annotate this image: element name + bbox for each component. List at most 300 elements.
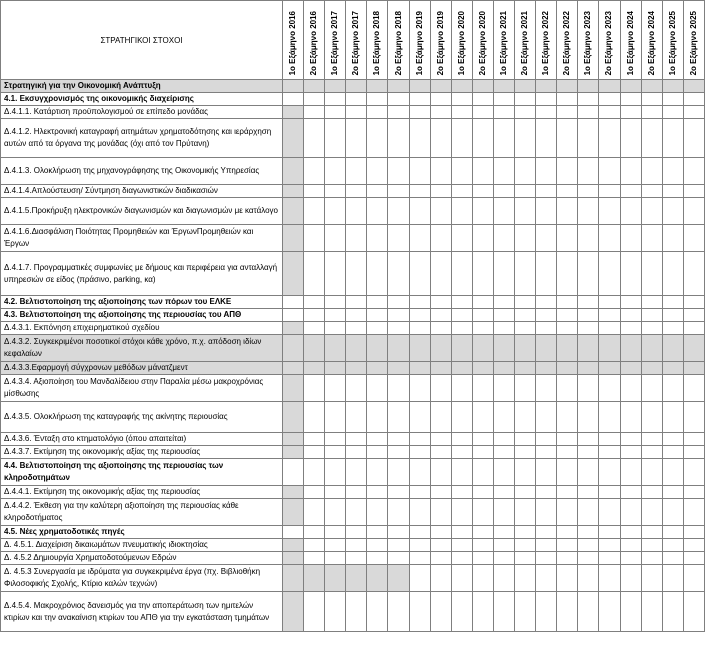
schedule-cell [683, 252, 704, 296]
schedule-cell [325, 93, 346, 106]
schedule-cell [683, 433, 704, 446]
schedule-cell [451, 225, 472, 252]
schedule-cell [536, 446, 557, 459]
period-label: 2ο Εξάμηνο 2017 [351, 10, 361, 75]
schedule-cell [599, 552, 620, 565]
schedule-cell [388, 402, 409, 433]
schedule-cell [472, 106, 493, 119]
schedule-cell [578, 433, 599, 446]
schedule-cell [641, 93, 662, 106]
schedule-cell [409, 592, 430, 632]
goal-row [1, 433, 705, 446]
schedule-cell-active [578, 362, 599, 375]
schedule-cell-active [620, 80, 641, 93]
goal-row [1, 106, 705, 119]
schedule-cell [409, 296, 430, 309]
schedule-cell [493, 309, 514, 322]
schedule-cell [599, 225, 620, 252]
schedule-cell [599, 433, 620, 446]
schedule-cell [578, 119, 599, 158]
schedule-cell [367, 296, 388, 309]
schedule-cell [430, 309, 451, 322]
schedule-cell [346, 322, 367, 335]
schedule-cell [641, 185, 662, 198]
schedule-cell [493, 158, 514, 185]
schedule-cell [346, 375, 367, 402]
schedule-cell [367, 486, 388, 499]
schedule-cell [304, 322, 325, 335]
schedule-cell-active [283, 433, 304, 446]
schedule-cell [451, 526, 472, 539]
goal-label: Δ.4.3.4. Αξιοποίηση του Μανδαλίδειου στην Παραλία μέσω μακροχρόνιας μίσθωσης [1, 375, 283, 402]
schedule-cell-active [662, 80, 683, 93]
schedule-cell-active [283, 486, 304, 499]
schedule-cell-active [283, 322, 304, 335]
schedule-cell-active [346, 565, 367, 592]
schedule-cell [451, 592, 472, 632]
goal-label: Δ. 4.5.3 Συνεργασία με ιδρύματα για συγκεκριμένα έργα (πχ. Βιβλιοθήκη Φιλοσοφικής Σχολής, Κτίριο καλών τεχνών) [1, 565, 283, 592]
schedule-cell-active [641, 335, 662, 362]
schedule-cell [599, 119, 620, 158]
schedule-cell [683, 486, 704, 499]
schedule-cell [388, 296, 409, 309]
period-label: 2ο Εξάμηνο 2023 [604, 10, 614, 75]
section-row [1, 80, 705, 93]
schedule-cell [346, 93, 367, 106]
period-header [346, 1, 367, 80]
schedule-cell [536, 322, 557, 335]
period-header [493, 1, 514, 80]
schedule-cell-active [388, 335, 409, 362]
period-header [304, 1, 325, 80]
schedule-cell [388, 433, 409, 446]
schedule-cell-active [493, 335, 514, 362]
schedule-cell [430, 486, 451, 499]
schedule-cell [662, 592, 683, 632]
schedule-cell [620, 565, 641, 592]
schedule-cell [536, 309, 557, 322]
goal-label: Δ.4.4.1. Εκτίμηση της οικονομικής αξίας της περιουσίας [1, 486, 283, 499]
schedule-cell [515, 433, 536, 446]
schedule-cell [388, 252, 409, 296]
schedule-cell [683, 446, 704, 459]
goal-row [1, 402, 705, 433]
schedule-cell [557, 252, 578, 296]
period-header [641, 1, 662, 80]
schedule-cell-active [283, 185, 304, 198]
schedule-cell-active [515, 335, 536, 362]
schedule-cell-active [599, 335, 620, 362]
period-header [325, 1, 346, 80]
schedule-cell [430, 296, 451, 309]
schedule-cell [346, 106, 367, 119]
schedule-cell [493, 375, 514, 402]
schedule-cell [557, 119, 578, 158]
schedule-cell [367, 459, 388, 486]
schedule-cell [662, 119, 683, 158]
schedule-cell [409, 552, 430, 565]
schedule-cell [515, 296, 536, 309]
schedule-cell [641, 309, 662, 322]
schedule-cell [493, 565, 514, 592]
schedule-cell-active [683, 80, 704, 93]
schedule-cell [367, 499, 388, 526]
schedule-cell [367, 526, 388, 539]
schedule-cell [662, 526, 683, 539]
schedule-cell-active [409, 80, 430, 93]
period-header [283, 1, 304, 80]
schedule-cell [662, 309, 683, 322]
schedule-cell [367, 106, 388, 119]
schedule-cell-active [409, 335, 430, 362]
schedule-cell-active [283, 539, 304, 552]
goal-row [1, 499, 705, 526]
schedule-cell-active [599, 362, 620, 375]
goal-label: 4.5. Νέες χρηματοδοτικές πηγές [1, 526, 283, 539]
schedule-cell [409, 539, 430, 552]
period-label: 1ο Εξάμηνο 2017 [330, 10, 340, 75]
schedule-cell [578, 552, 599, 565]
schedule-cell [304, 375, 325, 402]
goal-row [1, 322, 705, 335]
schedule-cell-active [515, 362, 536, 375]
schedule-cell [536, 402, 557, 433]
schedule-cell [578, 539, 599, 552]
schedule-cell [472, 309, 493, 322]
schedule-cell [388, 106, 409, 119]
period-label: 2ο Εξάμηνο 2025 [688, 10, 698, 75]
schedule-cell [641, 106, 662, 119]
schedule-cell [641, 526, 662, 539]
schedule-cell-active [662, 335, 683, 362]
schedule-cell [641, 433, 662, 446]
schedule-cell-active [515, 80, 536, 93]
goals-column-header: ΣΤΡΑΤΗΓΙΚΟΙ ΣΤΟΧΟΙ [1, 1, 283, 80]
schedule-cell [493, 592, 514, 632]
schedule-cell [557, 158, 578, 185]
goal-label: Δ. 4.5.1. Διαχείριση δικαιωμάτων πνευματικής ιδιοκτησίας [1, 539, 283, 552]
schedule-cell [515, 158, 536, 185]
schedule-cell [367, 185, 388, 198]
schedule-cell [536, 459, 557, 486]
schedule-cell [409, 106, 430, 119]
schedule-cell [367, 375, 388, 402]
schedule-cell-active [641, 80, 662, 93]
subsection-row [1, 459, 705, 486]
goal-row [1, 119, 705, 158]
schedule-cell [304, 539, 325, 552]
schedule-cell [557, 402, 578, 433]
schedule-cell [683, 402, 704, 433]
schedule-cell [620, 119, 641, 158]
schedule-cell [599, 402, 620, 433]
schedule-cell [683, 552, 704, 565]
schedule-cell [430, 106, 451, 119]
schedule-cell [451, 459, 472, 486]
schedule-cell [367, 446, 388, 459]
schedule-cell [388, 185, 409, 198]
schedule-cell [620, 539, 641, 552]
schedule-cell [388, 486, 409, 499]
schedule-cell [536, 552, 557, 565]
schedule-cell [536, 565, 557, 592]
schedule-cell [325, 185, 346, 198]
schedule-cell [620, 158, 641, 185]
schedule-cell [578, 185, 599, 198]
schedule-cell-active [451, 362, 472, 375]
schedule-cell [304, 526, 325, 539]
schedule-cell-active [578, 80, 599, 93]
schedule-cell [683, 539, 704, 552]
schedule-cell [472, 526, 493, 539]
schedule-cell-active [283, 106, 304, 119]
goal-row [1, 565, 705, 592]
schedule-cell [662, 433, 683, 446]
schedule-cell [451, 185, 472, 198]
schedule-cell [430, 402, 451, 433]
schedule-cell [662, 565, 683, 592]
schedule-cell [515, 322, 536, 335]
schedule-cell [515, 252, 536, 296]
schedule-cell-active [557, 80, 578, 93]
schedule-cell [557, 459, 578, 486]
schedule-cell [493, 296, 514, 309]
schedule-cell [515, 375, 536, 402]
schedule-cell-active [641, 362, 662, 375]
schedule-cell [430, 198, 451, 225]
schedule-cell [346, 499, 367, 526]
schedule-cell [662, 93, 683, 106]
schedule-cell [578, 499, 599, 526]
schedule-cell [451, 309, 472, 322]
schedule-cell-active [346, 80, 367, 93]
schedule-cell [620, 198, 641, 225]
schedule-cell [662, 225, 683, 252]
header-row [1, 1, 705, 80]
schedule-cell [367, 322, 388, 335]
goal-label: 4.2. Βελτιστοποίηση της αξιοποίησης των πόρων του ΕΛΚΕ [1, 296, 283, 309]
schedule-cell [641, 375, 662, 402]
schedule-cell [304, 93, 325, 106]
subsection-row [1, 309, 705, 322]
schedule-cell-active [493, 80, 514, 93]
schedule-cell [430, 526, 451, 539]
schedule-cell [472, 552, 493, 565]
schedule-cell [641, 565, 662, 592]
goal-row [1, 185, 705, 198]
schedule-cell [641, 446, 662, 459]
schedule-cell [430, 592, 451, 632]
schedule-cell-active [367, 80, 388, 93]
schedule-cell-active [536, 80, 557, 93]
schedule-cell [388, 375, 409, 402]
schedule-cell [409, 433, 430, 446]
schedule-cell [557, 592, 578, 632]
period-header [536, 1, 557, 80]
schedule-cell [388, 119, 409, 158]
schedule-cell [493, 402, 514, 433]
goal-label: Δ.4.1.2. Ηλεκτρονική καταγραφή αιτημάτων χρηματοδότησης και ιεράρχηση αυτών από τα όργανα της μονάδας (όχι από τον Πρύτανη) [1, 119, 283, 158]
schedule-cell [304, 106, 325, 119]
schedule-cell [472, 486, 493, 499]
schedule-cell-active [346, 362, 367, 375]
period-label: 1ο Εξάμηνο 2021 [498, 10, 508, 75]
schedule-cell-active [493, 362, 514, 375]
schedule-cell [304, 486, 325, 499]
schedule-cell [683, 119, 704, 158]
subsection-row [1, 296, 705, 309]
schedule-cell [283, 459, 304, 486]
schedule-cell [683, 565, 704, 592]
schedule-cell [472, 446, 493, 459]
schedule-cell [451, 198, 472, 225]
schedule-cell [304, 552, 325, 565]
schedule-cell [557, 375, 578, 402]
schedule-cell [388, 322, 409, 335]
schedule-cell [409, 309, 430, 322]
schedule-cell [304, 446, 325, 459]
schedule-cell [493, 552, 514, 565]
schedule-cell [346, 592, 367, 632]
schedule-cell [599, 309, 620, 322]
schedule-cell [493, 185, 514, 198]
schedule-cell-active [536, 362, 557, 375]
schedule-cell [641, 252, 662, 296]
schedule-cell [641, 322, 662, 335]
schedule-cell-active [683, 362, 704, 375]
schedule-cell-active [536, 335, 557, 362]
schedule-cell [662, 486, 683, 499]
schedule-cell-active [283, 80, 304, 93]
schedule-cell [662, 539, 683, 552]
schedule-cell [409, 446, 430, 459]
schedule-cell [430, 185, 451, 198]
schedule-cell [325, 486, 346, 499]
schedule-cell [557, 322, 578, 335]
schedule-cell [557, 565, 578, 592]
schedule-cell [536, 499, 557, 526]
schedule-cell [409, 322, 430, 335]
schedule-cell [346, 486, 367, 499]
schedule-cell-active [472, 80, 493, 93]
schedule-cell [683, 322, 704, 335]
schedule-cell [641, 296, 662, 309]
period-label: 1ο Εξάμηνο 2024 [625, 10, 635, 75]
schedule-cell [430, 433, 451, 446]
schedule-cell [578, 402, 599, 433]
schedule-cell [578, 296, 599, 309]
schedule-cell [472, 565, 493, 592]
schedule-cell [388, 459, 409, 486]
schedule-cell [472, 185, 493, 198]
schedule-cell-active [325, 80, 346, 93]
schedule-cell [493, 198, 514, 225]
goal-label: Στρατηγική για την Οικονομική Ανάπτυξη [1, 80, 283, 93]
schedule-cell [388, 552, 409, 565]
schedule-cell [599, 322, 620, 335]
schedule-cell [620, 486, 641, 499]
schedule-cell [367, 225, 388, 252]
schedule-cell [641, 225, 662, 252]
schedule-cell [388, 93, 409, 106]
schedule-cell [367, 119, 388, 158]
schedule-cell [304, 499, 325, 526]
schedule-cell-active [325, 335, 346, 362]
schedule-cell [536, 252, 557, 296]
goals-table-body [1, 80, 705, 632]
schedule-cell [620, 499, 641, 526]
schedule-cell [430, 225, 451, 252]
schedule-cell [515, 539, 536, 552]
schedule-cell [578, 252, 599, 296]
schedule-cell [662, 446, 683, 459]
goal-label: 4.3. Βελτιστοποίηση της αξιοποίησης της περιουσίας του ΑΠΘ [1, 309, 283, 322]
schedule-cell [641, 499, 662, 526]
schedule-cell [472, 322, 493, 335]
schedule-cell-active [283, 158, 304, 185]
schedule-cell-active [388, 80, 409, 93]
period-header [409, 1, 430, 80]
schedule-cell [578, 225, 599, 252]
schedule-cell [346, 185, 367, 198]
schedule-cell-active [620, 335, 641, 362]
schedule-cell [493, 459, 514, 486]
schedule-cell [367, 552, 388, 565]
goal-label: Δ. 4.5.2 Δημιουργία Χρηματοδοτούμενων Εδρών [1, 552, 283, 565]
period-label: 2ο Εξάμηνο 2024 [646, 10, 656, 75]
schedule-cell [451, 375, 472, 402]
schedule-cell [662, 459, 683, 486]
schedule-cell [515, 499, 536, 526]
goal-label: Δ.4.1.4.Απλούστευση/ Σύντμηση διαγωνιστικών διαδικασιών [1, 185, 283, 198]
schedule-cell [325, 375, 346, 402]
schedule-cell [451, 93, 472, 106]
schedule-cell-active [367, 362, 388, 375]
schedule-cell [409, 459, 430, 486]
schedule-cell [683, 296, 704, 309]
schedule-cell [451, 402, 472, 433]
schedule-cell [430, 158, 451, 185]
schedule-cell [451, 158, 472, 185]
schedule-cell [599, 499, 620, 526]
schedule-cell [367, 402, 388, 433]
schedule-cell-active [409, 362, 430, 375]
schedule-cell-active [430, 335, 451, 362]
subsection-row [1, 93, 705, 106]
schedule-cell [451, 433, 472, 446]
schedule-cell [388, 592, 409, 632]
schedule-cell-active [451, 335, 472, 362]
schedule-cell [662, 552, 683, 565]
schedule-cell [430, 459, 451, 486]
schedule-cell [620, 446, 641, 459]
schedule-cell [346, 539, 367, 552]
schedule-cell-active [620, 362, 641, 375]
schedule-cell [388, 158, 409, 185]
schedule-cell [620, 296, 641, 309]
schedule-cell [472, 296, 493, 309]
schedule-cell [346, 225, 367, 252]
schedule-cell [620, 375, 641, 402]
schedule-cell [388, 225, 409, 252]
schedule-cell [430, 322, 451, 335]
schedule-cell [599, 158, 620, 185]
period-label: 1ο Εξάμηνο 2022 [541, 10, 551, 75]
schedule-cell-active [283, 119, 304, 158]
goal-row [1, 592, 705, 632]
schedule-cell [451, 119, 472, 158]
schedule-cell [641, 486, 662, 499]
